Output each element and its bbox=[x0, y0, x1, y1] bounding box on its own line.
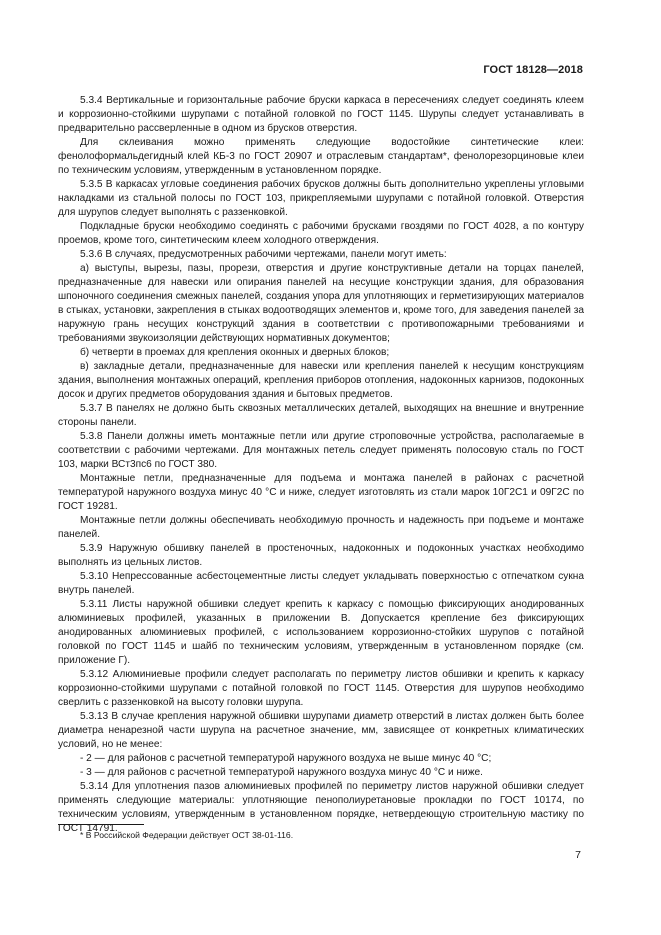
document-body bbox=[58, 94, 584, 836]
paragraph-5-3-14: 5.3.14 Для уплотнения пазов алюминиевых профилей по периметру листов наружной обшивки следует применять следующие материалы: уплотняющие пенополиуретановые прокладки по ГОСТ 10174, по техническим условиям, утвержденным в установленном порядке, нетвердеющую строительную мастику по ГОСТ 14791. bbox=[58, 781, 584, 834]
footnote-divider bbox=[58, 824, 144, 825]
paragraph-5-3-11: 5.3.11 Листы наружной обшивки следует крепить к каркасу с помощью фиксирующих анодированных алюминиевых профилей, указанных в приложении В. Допускается крепление без фиксирующих анодированных алюминиевых профилей, с использованием коррозионно-стойких шурупов с потайной головкой по ГОСТ 1145 и шайб по техническим условиям, утвержденным в установленном порядке (см. приложение Г). bbox=[58, 599, 584, 666]
paragraph-5-3-13: 5.3.13 В случае крепления наружной обшивки шурупами диаметр отверстий в листах должен быть более диаметра ненарезной части шурупа на расчетное значение, мм, зависящее от конкретных климатических условий, но не менее: bbox=[58, 711, 584, 750]
list-item-b: б) четверти в проемах для крепления оконных и дверных блоков; bbox=[80, 347, 390, 358]
document-standard-header: ГОСТ 18128—2018 bbox=[483, 64, 583, 76]
list-item-a: а) выступы, вырезы, пазы, прорези, отверстия и другие конструктивные детали на торцах панелей, предназначенные для навески или опирания панелей на несущие конструкции здания, для образования шпоночного соединения смежных панелей, создания упора для уплотняющих и герметизирующих материалов в стыках, установки, закрепления в стыках водоотводящих элементов и, кроме того, для заведения панелей за наружную грань несущих конструкций здания в соответствии с противопожарными требованиями и требованиями звукоизоляции действующих нормативных документов; bbox=[58, 263, 584, 344]
paragraph-loops-strength: Монтажные петли должны обеспечивать необходимую прочность и надежность при подъеме и монтаже панелей. bbox=[58, 515, 584, 540]
paragraph-5-3-6: 5.3.6 В случаях, предусмотренных рабочими чертежами, панели могут иметь: bbox=[80, 249, 447, 260]
paragraph-5-3-4: 5.3.4 Вертикальные и горизонтальные рабочие бруски каркаса в пересечениях следует соединять клеем и коррозионно-стойкими шурупами с потайной головкой по ГОСТ 1145. Шурупы следует устанавливать в предварительно рассверленные в одном из брусков отверстия. bbox=[58, 95, 584, 134]
footnote: * В Российской Федерации действует ОСТ 38-01-116. bbox=[80, 830, 294, 840]
paragraph-loops-steel: Монтажные петли, предназначенные для подъема и монтажа панелей в районах с расчетной температурой наружного воздуха минус 40 °С и ниже, следует изготовлять из стали марок 10Г2С1 и 09Г2С по ГОСТ 19281. bbox=[58, 473, 584, 512]
page-number: 7 bbox=[575, 849, 581, 861]
list-item-2mm: - 2 — для районов с расчетной температурой наружного воздуха не выше минус 40 °С; bbox=[80, 753, 492, 764]
paragraph-5-3-5: 5.3.5 В каркасах угловые соединения рабочих брусков должны быть дополнительно укреплены угловыми накладками из стальной полосы по ГОСТ 103, прикрепляемыми шурупами с потайной головкой. Отверстия для шурупов следует выполнять с раззенковкой. bbox=[58, 179, 584, 218]
paragraph-bars: Подкладные бруски необходимо соединять с рабочими брусками гвоздями по ГОСТ 4028, а по контуру проемов, кроме того, синтетическим клеем холодного отверждения. bbox=[58, 221, 584, 246]
paragraph-5-3-12: 5.3.12 Алюминиевые профили следует располагать по периметру листов обшивки и крепить к каркасу коррозионно-стойкими шурупами с потайной головкой по ГОСТ 1145. Отверстия для шурупов необходимо сверлить с раззенковкой на высоту головки шурупа. bbox=[58, 669, 584, 708]
paragraph-5-3-7: 5.3.7 В панелях не должно быть сквозных металлических деталей, выходящих на внешние и внутренние стороны панели. bbox=[58, 403, 584, 428]
list-item-3mm: - 3 — для районов с расчетной температурой наружного воздуха минус 40 °С и ниже. bbox=[80, 767, 483, 778]
paragraph-5-3-9: 5.3.9 Наружную обшивку панелей в простеночных, надоконных и подоконных участках необходимо выполнять из цельных листов. bbox=[58, 543, 584, 568]
paragraph-glues: Для склеивания можно применять следующие водостойкие синтетические клеи: фенолоформальдегидный клей КБ-3 по ГОСТ 20907 и отраслевым стандартам*, фенолорезорциновые клеи по техническим условиям, утвержденным в установленном порядке. bbox=[58, 137, 584, 176]
paragraph-5-3-8: 5.3.8 Панели должны иметь монтажные петли или другие строповочные устройства, располагаемые в соответствии с рабочими чертежами. Для монтажных петель следует применять полосовую сталь по ГОСТ 103, марки ВСт3пс6 по ГОСТ 380. bbox=[58, 431, 584, 470]
list-item-v: в) закладные детали, предназначенные для навески или крепления панелей к несущим конструкциям здания, выполнения монтажных операций, крепления приборов отопления, надоконных карнизов, подоконных досок и других предметов оборудования здания и бытовых предметов. bbox=[58, 361, 584, 400]
paragraph-5-3-10: 5.3.10 Непрессованные асбестоцементные листы следует укладывать поверхностью с отпечатком сукна внутрь панелей. bbox=[58, 571, 584, 596]
